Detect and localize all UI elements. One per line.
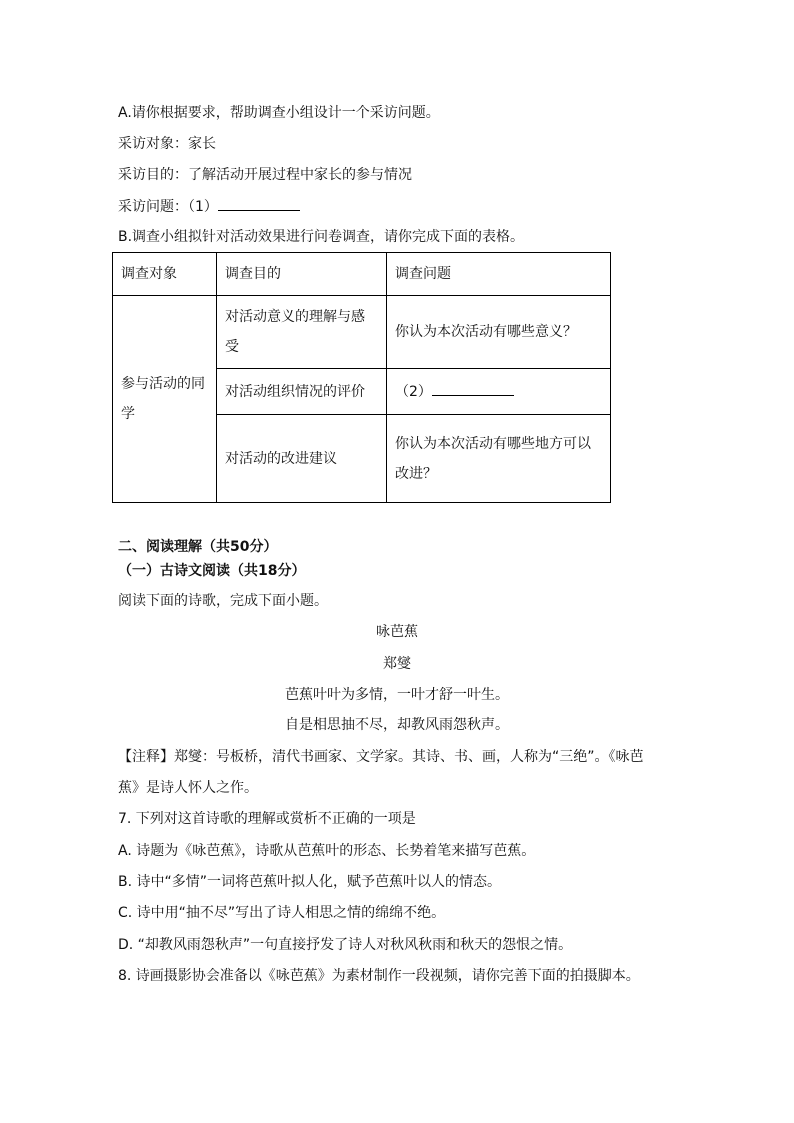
question-stem: 7. 下列对这首诗歌的理解或赏析不正确的一项是 xyxy=(118,811,416,827)
part2-subtitle: （一）古诗文阅读（共18分） xyxy=(118,563,306,579)
table-purpose-cell: 对活动组织情况的评价 xyxy=(217,369,387,415)
option-a[interactable]: A. 诗题为《咏芭蕉》，诗歌从芭蕉叶的形态、长势着笔来描写芭蕉。 xyxy=(118,843,536,859)
note-line: 蕉》是诗人怀人之作。 xyxy=(118,780,258,796)
interview-purpose: 采访目的：了解活动开展过程中家长的参与情况 xyxy=(118,167,412,183)
table-question-cell: 你认为本次活动有哪些地方可以改进？ xyxy=(387,415,611,503)
table-header-cell: 调查目的 xyxy=(217,253,387,296)
option-c[interactable]: C. 诗中用“抽不尽”写出了诗人相思之情的绵绵不绝。 xyxy=(118,905,446,921)
reading-intro: 阅读下面的诗歌，完成下面小题。 xyxy=(118,593,328,609)
table-header-cell: 调查问题 xyxy=(387,253,611,296)
question-stem: 8. 诗画摄影协会准备以《咏芭蕉》为素材制作一段视频，请你完善下面的拍摄脚本。 xyxy=(118,968,640,984)
part2-title: 二、阅读理解（共50分） xyxy=(118,539,278,555)
table-purpose-cell: 对活动的改进建议 xyxy=(217,415,387,503)
poem-author: 郑燮 xyxy=(383,656,411,672)
table-header-row xyxy=(113,253,611,296)
survey-table xyxy=(112,252,611,503)
poem-line: 自是相思抽不尽，却教风雨怨秋声。 xyxy=(285,717,509,733)
table-subject-cell: 参与活动的同学 xyxy=(113,296,217,503)
poem-title: 咏芭蕉 xyxy=(376,624,418,640)
interview-question-label: 采访问题：（1） xyxy=(118,199,218,215)
interview-question xyxy=(118,196,300,217)
option-d[interactable]: D. “却教风雨怨秋声”一句直接抒发了诗人对秋风秋雨和秋天的怨恨之情。 xyxy=(118,937,573,953)
section-b-instruction: B.调查小组拟针对活动效果进行问卷调查，请你完成下面的表格。 xyxy=(118,229,525,245)
table-question-label: （2） xyxy=(395,383,432,400)
table-header-cell: 调查对象 xyxy=(113,253,217,296)
answer-blank-2[interactable] xyxy=(432,381,514,396)
interview-subject: 采访对象：家长 xyxy=(118,136,216,152)
option-b[interactable]: B. 诗中“多情”一词将芭蕉叶拟人化，赋予芭蕉叶以人的情态。 xyxy=(118,874,502,890)
note-line: 【注释】郑燮：号板桥，清代书画家、文学家。其诗、书、画，人称为“三绝”。《咏芭 xyxy=(118,749,644,765)
answer-blank-1[interactable] xyxy=(218,196,300,211)
table-question-cell: 你认为本次活动有哪些意义？ xyxy=(387,296,611,369)
table-row xyxy=(113,296,611,369)
section-a-instruction: A.请你根据要求，帮助调查小组设计一个采访问题。 xyxy=(118,105,440,121)
poem-line: 芭蕉叶叶为多情，一叶才舒一叶生。 xyxy=(285,687,509,703)
table-purpose-cell: 对活动意义的理解与感受 xyxy=(217,296,387,369)
table-question-cell xyxy=(387,369,611,415)
